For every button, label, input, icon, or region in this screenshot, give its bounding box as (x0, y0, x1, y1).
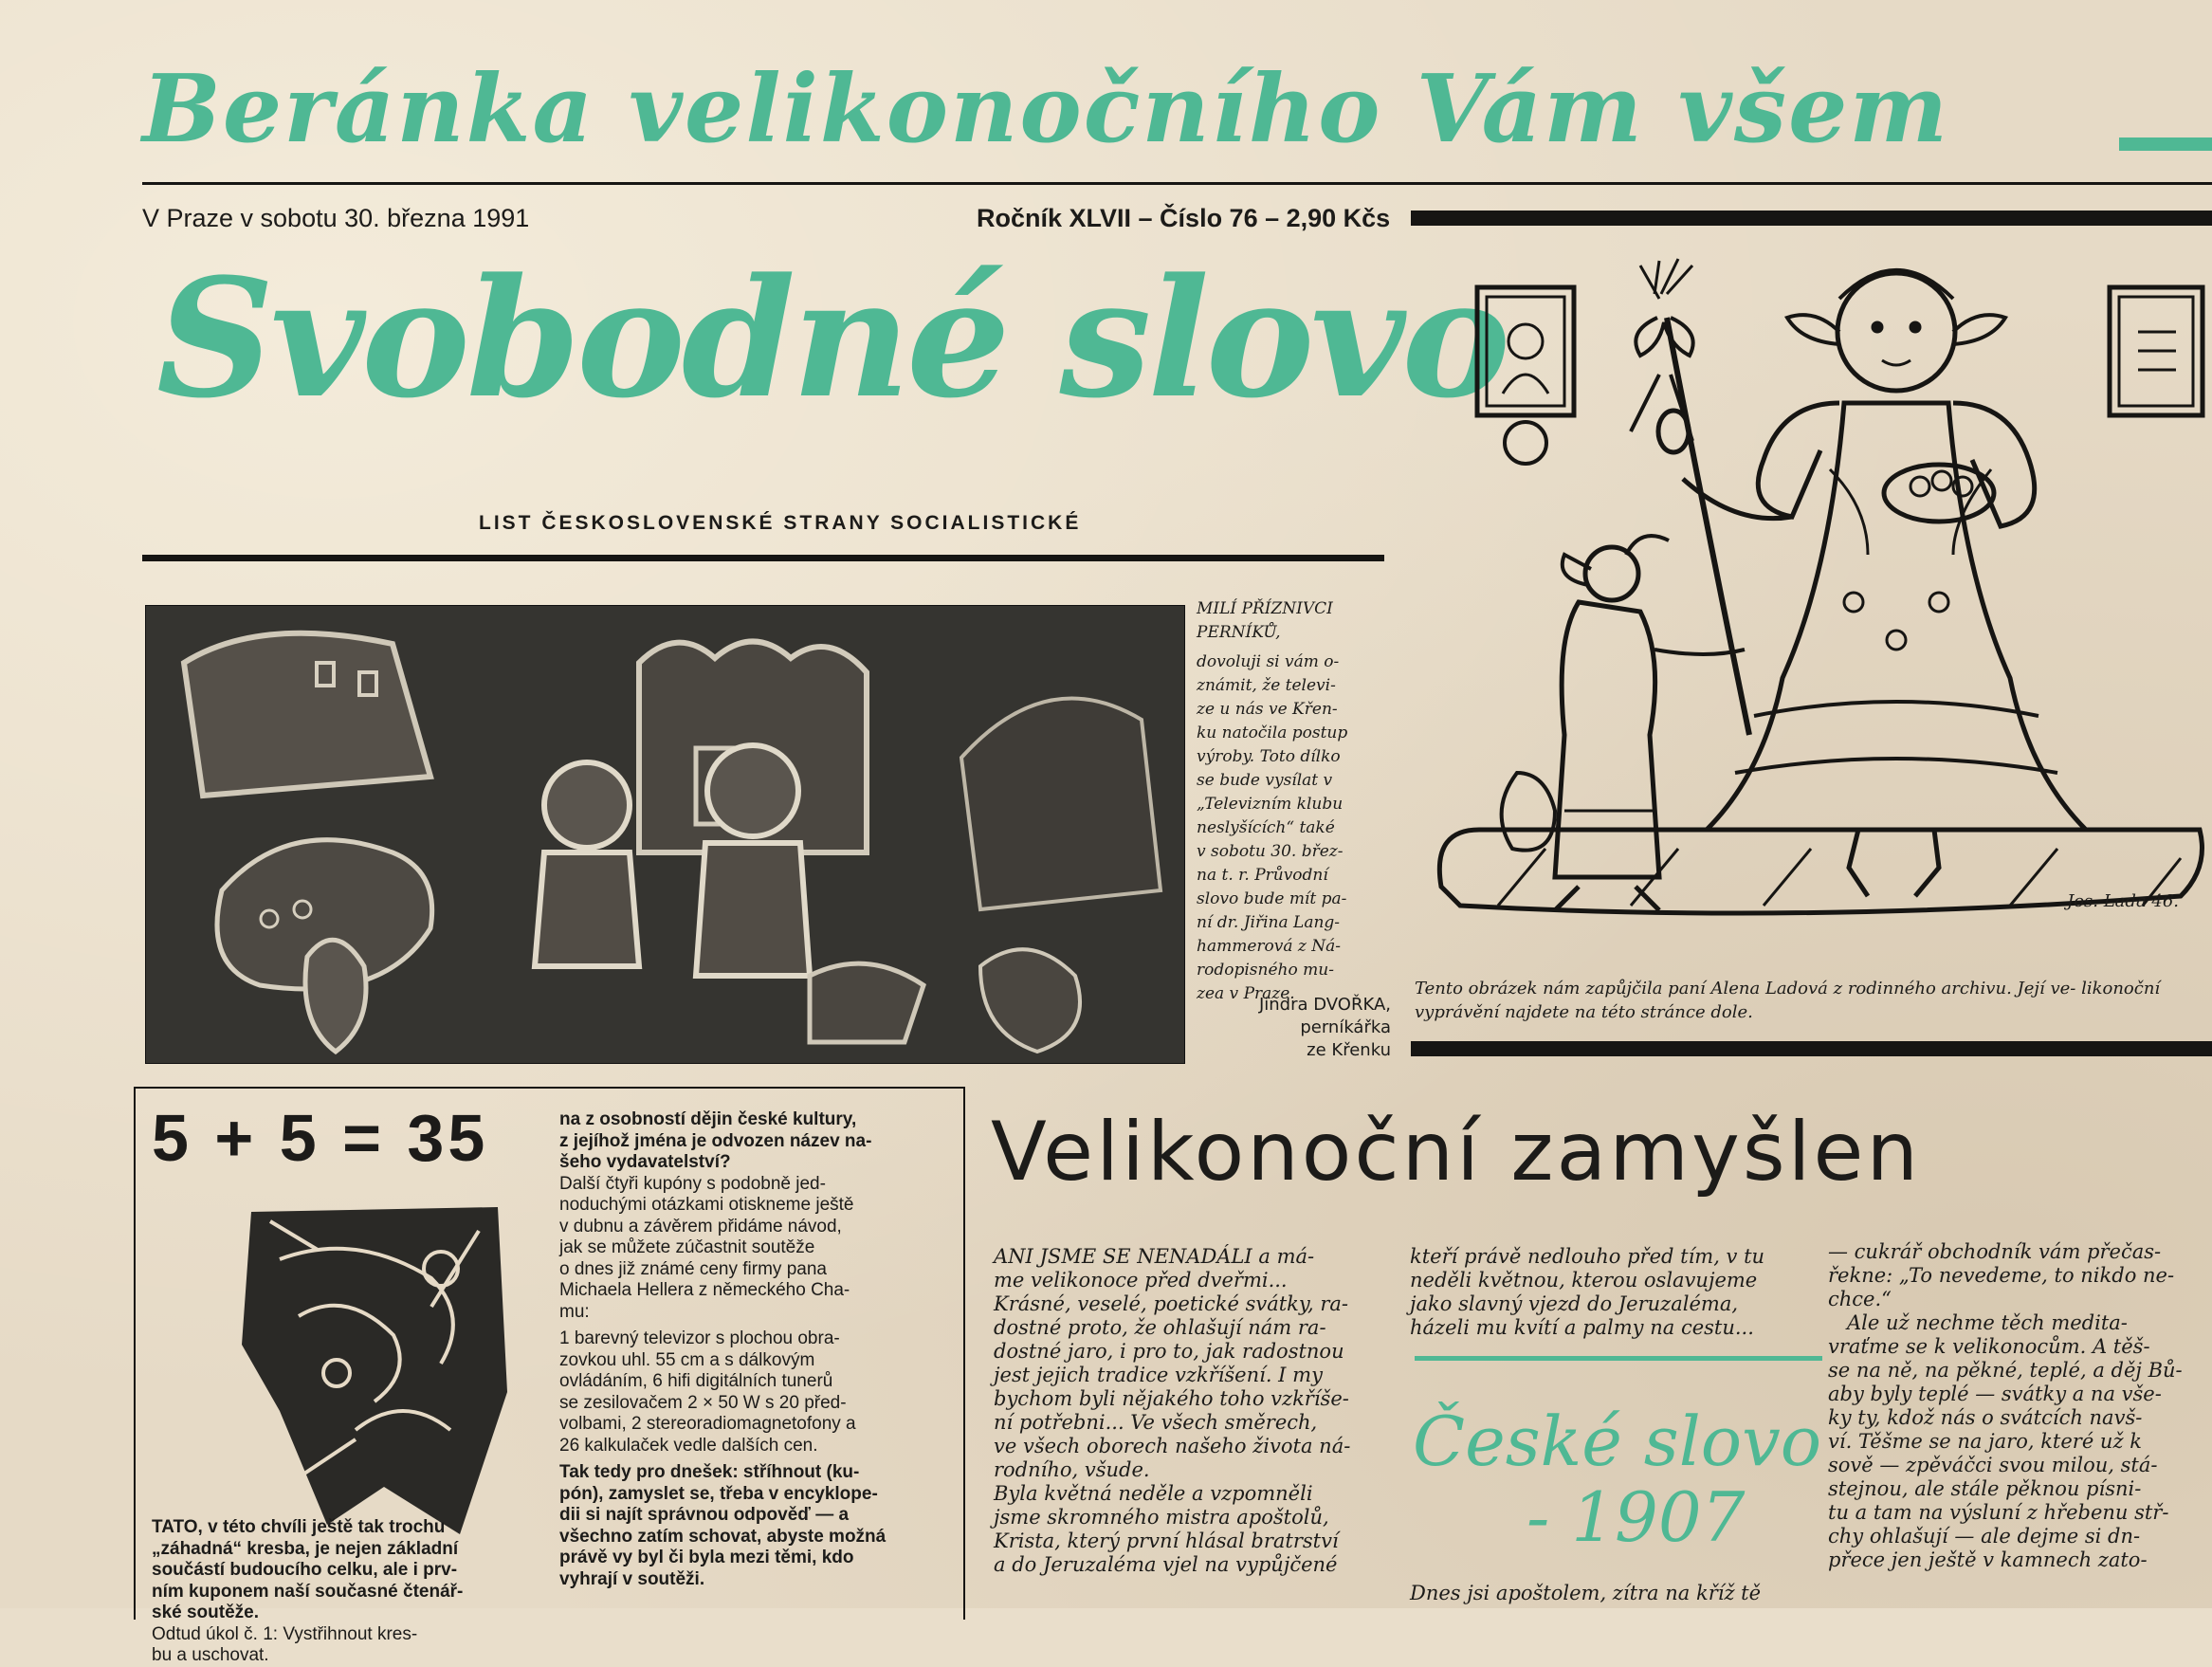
article-line: kteří právě nedlouho před tím, v tu (1410, 1245, 1765, 1268)
article-line: dostné proto, že ohlašují nám ra- (994, 1316, 1326, 1339)
caption-line: zea v Praze. (1197, 984, 1295, 1003)
caption-line: dovoluji si vám o- (1197, 652, 1340, 671)
quiz-prize-line: volbami, 2 stereoradiomagnetofony a (559, 1414, 856, 1434)
caption-line: ní dr. Jiřina Lang- (1197, 913, 1341, 932)
article-line: řekne: „To nevedeme, to nikdo ne- (1828, 1264, 2175, 1287)
article-line: a do Jeruzaléma vjel na vypůjčené (994, 1553, 1338, 1576)
top-rule (142, 182, 2212, 185)
quiz-rules-line: o dnes již známé ceny firmy pana (559, 1258, 827, 1279)
article-line: se na ně, na pěkné, teplé, a děj Bů- (1828, 1359, 2183, 1382)
article-line: aby byly teplé — svátky a na vše- (1828, 1383, 2162, 1405)
caption-heading-2: PERNÍKŮ, (1197, 623, 1281, 642)
quiz-task-line: všechno zatím schovat, abyste možná (559, 1526, 887, 1547)
signature-name: Jindra DVOŘKA, (1258, 995, 1391, 1015)
article-line: — cukrář obchodník vám přečas- (1828, 1240, 2162, 1263)
quiz-question-line: šeho vydavatelství? (559, 1152, 731, 1172)
quiz-intro-line: „záhadná“ kresba, je nejen základní (152, 1538, 459, 1559)
caption-line: v sobotu 30. břez- (1197, 842, 1344, 861)
quiz-question-line: na z osobností dějin české kultury, (559, 1109, 857, 1129)
article-line: me velikonoce před dveřmi... (994, 1269, 1288, 1291)
article-line: ví. Těšme se na jaro, které už k (1828, 1430, 2142, 1453)
quiz-rules-line: noduchými otázkami otiskneme ještě (559, 1195, 854, 1215)
quiz-prize-line: 1 barevný televizor s plochou obra- (559, 1328, 840, 1348)
quiz-title: 5 + 5 = 35 (152, 1101, 489, 1175)
article-line: vraťme se k velikonocům. A těš- (1828, 1335, 2150, 1358)
article-line: jest jejich tradice vzkříšení. I my (994, 1364, 1323, 1386)
article-column-1 (994, 1245, 1401, 1577)
caption-signature (1197, 994, 1391, 1062)
caption-line: „Televizním klubu (1197, 795, 1344, 814)
lada-signature: Jos. Lada 46. (2067, 891, 2180, 911)
quiz-rules-text (559, 1109, 958, 1590)
ceske-slovo-year: - 1907 (1526, 1477, 1746, 1557)
quiz-task-line: právě vy byl či byla mezi těmi, kdo (559, 1548, 854, 1567)
article-line: rodního, všude. (994, 1458, 1150, 1481)
quiz-task-line: vyhrají v soutěži. (559, 1568, 705, 1589)
article-column-3 (1828, 1240, 2212, 1572)
article-line: házeli mu kvítí a palmy na cestu... (1410, 1316, 1754, 1339)
issue-date: V Praze v sobotu 30. března 1991 (142, 204, 530, 232)
article-line: sově — zpěváčci svou milou, stá- (1828, 1454, 2158, 1476)
caption-line: výroby. Toto dílko (1197, 747, 1341, 766)
quiz-rules-line: v dubnu a závěrem přidáme návod, (559, 1216, 842, 1237)
quiz-coupon-drawing (242, 1202, 509, 1540)
sidebar-rule (1415, 1356, 1822, 1361)
quiz-prize-line: se zesilovačem 2 × 50 W s 20 před- (559, 1392, 847, 1413)
ceske-slovo-title (1413, 1403, 1821, 1555)
caption-line: neslyšících“ také (1197, 818, 1335, 837)
newspaper-logo: Svobodné slovo (156, 242, 1508, 434)
caption-line: slovo bude mít pa- (1197, 889, 1347, 908)
gingerbread-photo (145, 605, 1185, 1064)
article-line: chy ohlašují — ale dejme si dn- (1828, 1525, 2141, 1548)
quiz-rules-line: mu: (559, 1301, 590, 1322)
article-line: jsme skromného mistra apoštolů, (994, 1506, 1329, 1529)
newspaper-subtitle: LIST ČESKOSLOVENSKÉ STRANY SOCIALISTICKÉ (479, 512, 1082, 534)
article-line: Byla květná neděle a vzpomněli (994, 1482, 1313, 1505)
quiz-prize-line: zovkou uhl. 55 cm a s dálkovým (559, 1349, 815, 1370)
quiz-task-line: Tak tedy pro dnešek: stříhnout (ku- (559, 1462, 860, 1482)
article-line: Krista, který první hlásal bratrství (994, 1530, 1339, 1552)
article-line: ANI JSME SE NENADÁLI a má- (994, 1245, 1315, 1268)
quiz-intro-line: součástí budoucího celku, ale i prv- (152, 1560, 458, 1580)
article-headline: Velikonoční zamyšlen (991, 1105, 1921, 1200)
article-line: Ale už nechme těch medita- (1847, 1311, 2128, 1334)
article-line: chce.“ (1828, 1288, 1892, 1310)
lada-easter-illustration (1422, 242, 2212, 981)
caption-line: hammerová z Ná- (1197, 937, 1342, 956)
issue-number: Ročník XLVII – Číslo 76 – 2,90 Kčs (977, 204, 1391, 232)
article-line: neděli květnou, kterou oslavujeme (1410, 1269, 1758, 1291)
article-line: Krásné, veselé, poetické svátky, ra- (994, 1292, 1348, 1315)
quiz-question-line: z jejíhož jména je odvozen název na- (559, 1130, 872, 1151)
signature-place: ze Křenku (1307, 1040, 1391, 1060)
quiz-task-line: pón), zamyslet se, třeba v encyklope- (559, 1483, 878, 1504)
caption-heading-1: MILÍ PŘÍZNIVCI (1197, 599, 1333, 618)
quiz-prize-line: ovládáním, 6 hifi digitálních tunerů (559, 1371, 833, 1391)
article-line: jako slavný vjezd do Jeruzaléma, (1410, 1292, 1739, 1315)
quiz-rules-line: jak se můžete zúčastnit soutěže (559, 1237, 815, 1257)
article-line: ní potřebni... Ve všech směrech, (994, 1411, 1318, 1434)
article-line: bychom byli nějakého toho vzkříše- (994, 1387, 1349, 1410)
article-column-2 (1410, 1245, 1818, 1340)
caption-line: rodopisného mu- (1197, 961, 1334, 980)
easter-banner: Beránka velikonočního Vám všem (142, 55, 1950, 164)
quiz-intro-line: ním kuponem naší současné čtenář- (152, 1581, 464, 1602)
quiz-intro-line: ské soutěže. (152, 1603, 259, 1622)
caption-line: ku natočila postup (1197, 724, 1348, 742)
illustration-top-bar (1411, 211, 2212, 226)
article-line: tu a tam na výsluní z hřebenu stř- (1828, 1501, 2169, 1524)
illustration-bottom-bar (1411, 1041, 2212, 1056)
caption-line: známit, že televi- (1197, 676, 1336, 695)
quiz-task-line: dii si najít správnou odpověď — a (559, 1505, 850, 1525)
ceske-slovo-name: České slovo (1413, 1401, 1822, 1481)
signature-role: perníkářka (1300, 1017, 1391, 1037)
quiz-intro-line: bu a uschovat. (152, 1645, 269, 1665)
article-line: přece jen ještě v kamnech zato- (1828, 1548, 2148, 1571)
quiz-rules-line: Další čtyři kupóny s podobně jed- (559, 1173, 826, 1194)
quiz-intro-text (152, 1517, 540, 1667)
article-line: ve všech oborech našeho života ná- (994, 1435, 1351, 1457)
article-column-2-bottom: Dnes jsi apoštolem, zítra na kříž tě (1410, 1582, 1762, 1604)
banner-dash (2119, 137, 2212, 151)
photo-caption (1197, 597, 1386, 1006)
masthead-rule (142, 555, 1384, 561)
caption-line: ze u nás ve Křen- (1197, 700, 1338, 719)
article-line: stejnou, ale stále pěknou písni- (1828, 1477, 2142, 1500)
quiz-intro-line: TATO, v této chvíli ještě tak trochu (152, 1517, 446, 1537)
quiz-rules-line: Michaela Hellera z německého Cha- (559, 1280, 850, 1300)
quiz-prize-line: 26 kalkulaček vedle dalších cen. (559, 1435, 818, 1456)
caption-line: na t. r. Průvodní (1197, 866, 1328, 885)
quiz-intro-line: Odtud úkol č. 1: Vystřihnout kres- (152, 1623, 418, 1644)
caption-line: se bude vysílat v (1197, 771, 1333, 790)
article-line: dostné jaro, i pro to, jak radostnou (994, 1340, 1344, 1363)
illustration-caption: Tento obrázek nám zapůjčila paní Alena Ladová z rodinného archivu. Její ve- likonoční vyprávění najdete na této stránce dole. (1415, 979, 2161, 1022)
article-line: ky ty, kdož nás o svátcích navš- (1828, 1406, 2143, 1429)
